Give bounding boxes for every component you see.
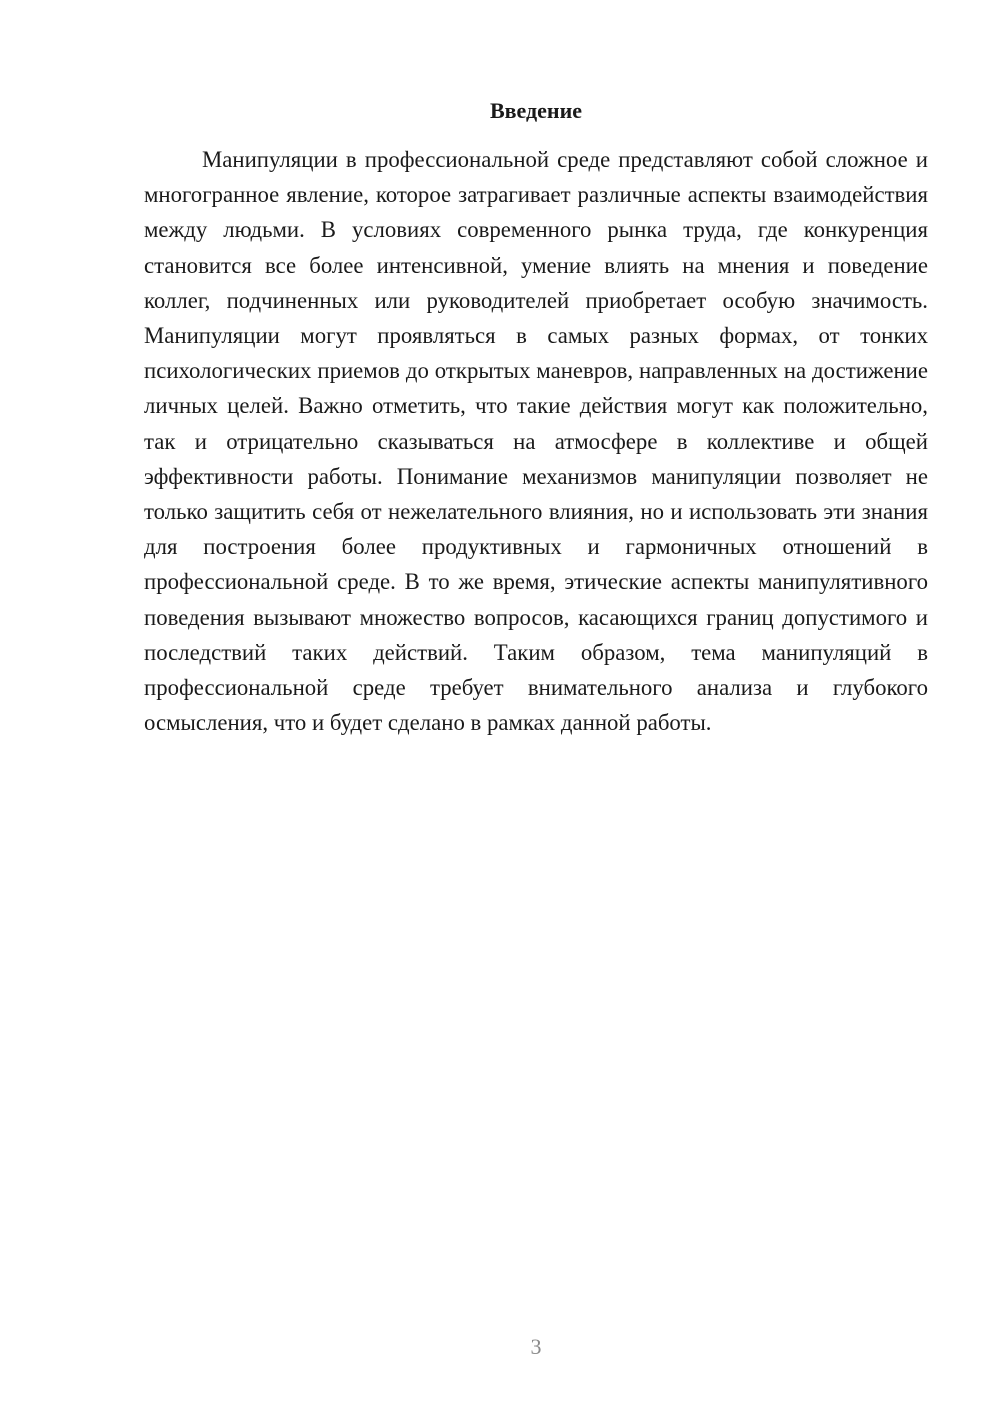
body-paragraph: Манипуляции в профессиональной среде представляют собой сложное и многогранное явление, которое затрагивает различные аспекты взаимодействия между людьми. В условиях современного рынка труда, где конкуренция становится все более интенсивной, умение влиять на мнения и поведение коллег, подчиненных или руководителей приобретает особую значимость. Манипуляции могут проявляться в самых разных формах, от тонких психологических приемов до открытых маневров, направленных на достижение личных целей. Важно отметить, что такие действия могут как положительно, так и отрицательно сказываться на атмосфере в коллективе и общей эффективности работы. Понимание механизмов манипуляции позволяет не только защитить себя от нежелательного влияния, но и использовать эти знания для построения более продуктивных и гармоничных отношений в профессиональной среде. В то же время, этические аспекты манипулятивного поведения вызывают множество вопросов, касающихся границ допустимого и последствий таких действий. Таким образом, тема манипуляций в профессиональной среде требует внимательного анализа и глубокого осмысления, что и будет сделано в рамках данной работы. [144,147,928,736]
section-heading: Введение [489,98,583,123]
page-number: 3 [530,1334,542,1359]
